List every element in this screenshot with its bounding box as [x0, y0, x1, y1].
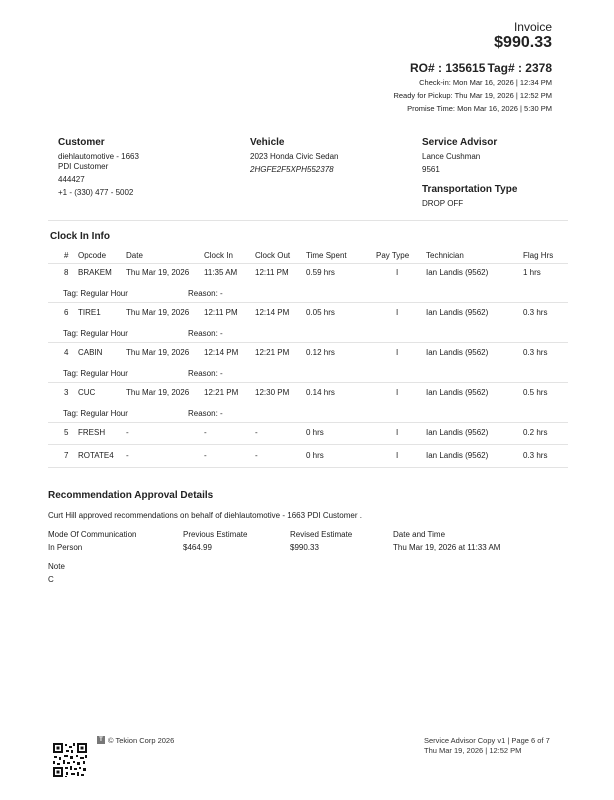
- vehicle-vin: 2HGFE2F5XPH552378: [250, 165, 334, 174]
- customer-id: 444427: [58, 175, 85, 184]
- col-date: Date: [126, 251, 143, 260]
- row-date: Thu Mar 19, 2026: [126, 268, 190, 277]
- row-time-spent: 0 hrs: [306, 451, 324, 460]
- row-clock-in: 12:14 PM: [204, 348, 239, 357]
- col-technician: Technician: [426, 251, 464, 260]
- mode-value: In Person: [48, 543, 83, 552]
- customer-heading: Customer: [58, 137, 105, 148]
- col-num: #: [64, 251, 69, 260]
- revised-estimate-label: Revised Estimate: [290, 530, 353, 539]
- date-time-value: Thu Mar 19, 2026 at 11:33 AM: [393, 543, 501, 552]
- row-flag-hrs: 0.2 hrs: [523, 428, 548, 437]
- mode-label: Mode Of Communication: [48, 530, 137, 539]
- recommendation-statement: Curt Hill approved recommendations on behalf of diehlautomotive - 1663 PDI Customer .: [48, 511, 362, 520]
- row-time-spent: 0 hrs: [306, 428, 324, 437]
- row-date: -: [126, 428, 129, 437]
- transport-value: DROP OFF: [422, 199, 464, 208]
- col-pay-type: Pay Type: [376, 251, 410, 260]
- row-clock-out: -: [255, 451, 258, 460]
- row-pay-type: I: [396, 308, 399, 317]
- revised-estimate-value: $990.33: [290, 543, 319, 552]
- qr-code-icon: [52, 742, 88, 778]
- vehicle-heading: Vehicle: [250, 137, 285, 148]
- invoice-amount: $990.33: [494, 34, 552, 51]
- date-time-label: Date and Time: [393, 530, 446, 539]
- row-technician: Ian Landis (9562): [426, 388, 489, 397]
- row-reason: Reason: -: [188, 369, 223, 378]
- row-clock-in: 12:11 PM: [204, 308, 238, 317]
- row-tag: Tag: Regular Hour: [63, 289, 128, 298]
- row-clock-in: -: [204, 451, 207, 460]
- note-label: Note: [48, 562, 65, 571]
- row-num: 3: [64, 388, 69, 397]
- row-opcode: FRESH: [78, 428, 106, 437]
- ready-time: Ready for Pickup: Thu Mar 19, 2026 | 12:52 PM: [393, 91, 552, 100]
- row-clock-in: 12:21 PM: [204, 388, 239, 397]
- col-clock-out: Clock Out: [255, 251, 291, 260]
- row-flag-hrs: 1 hrs: [523, 268, 541, 277]
- table-row: [48, 427, 568, 451]
- row-num: 6: [64, 308, 69, 317]
- row-date: Thu Mar 19, 2026: [126, 388, 190, 397]
- row-pay-type: I: [396, 428, 399, 437]
- row-opcode: CUC: [78, 388, 96, 397]
- row-technician: Ian Landis (9562): [426, 308, 489, 317]
- table-row: [48, 450, 568, 474]
- row-time-spent: 0.59 hrs: [306, 268, 335, 277]
- ro-number: RO# : 135615: [410, 61, 486, 75]
- row-tag: Tag: Regular Hour: [63, 369, 128, 378]
- row-technician: Ian Landis (9562): [426, 268, 489, 277]
- row-reason: Reason: -: [188, 329, 223, 338]
- customer-name-line1: diehlautomotive - 1663: [58, 152, 139, 161]
- advisor-name: Lance Cushman: [422, 152, 481, 161]
- customer-phone: +1 - (330) 477 - 5002: [58, 188, 134, 197]
- row-tag: Tag: Regular Hour: [63, 409, 128, 418]
- tag-number: Tag# : 2378: [487, 61, 552, 75]
- row-flag-hrs: 0.3 hrs: [523, 348, 548, 357]
- col-clock-in: Clock In: [204, 251, 233, 260]
- row-pay-type: I: [396, 348, 399, 357]
- row-clock-in: -: [204, 428, 207, 437]
- row-reason: Reason: -: [188, 289, 223, 298]
- row-num: 7: [64, 451, 69, 460]
- row-technician: Ian Landis (9562): [426, 428, 489, 437]
- row-technician: Ian Landis (9562): [426, 451, 489, 460]
- row-date: -: [126, 451, 129, 460]
- promise-time: Promise Time: Mon Mar 16, 2026 | 5:30 PM: [407, 104, 552, 113]
- row-clock-out: -: [255, 428, 258, 437]
- copyright: © Tekion Corp 2026: [108, 736, 175, 745]
- row-date: Thu Mar 19, 2026: [126, 308, 190, 317]
- row-opcode: BRAKEM: [78, 268, 112, 277]
- row-num: 4: [64, 348, 69, 357]
- row-technician: Ian Landis (9562): [426, 348, 489, 357]
- row-pay-type: I: [396, 268, 399, 277]
- row-time-spent: 0.12 hrs: [306, 348, 335, 357]
- row-opcode: TIRE1: [78, 308, 101, 317]
- row-num: 8: [64, 268, 69, 277]
- tekion-logo-icon: T: [97, 736, 105, 744]
- customer-name-line2: PDI Customer: [58, 162, 109, 171]
- row-opcode: ROTATE4: [78, 451, 114, 460]
- row-flag-hrs: 0.3 hrs: [523, 451, 548, 460]
- row-reason: Reason: -: [188, 409, 223, 418]
- row-tag: Tag: Regular Hour: [63, 329, 128, 338]
- row-flag-hrs: 0.3 hrs: [523, 308, 548, 317]
- row-time-spent: 0.05 hrs: [306, 308, 335, 317]
- recommendation-heading: Recommendation Approval Details: [48, 490, 214, 501]
- previous-estimate-label: Previous Estimate: [183, 530, 248, 539]
- divider: [48, 467, 568, 468]
- divider: [48, 302, 568, 303]
- divider: [48, 263, 568, 264]
- advisor-heading: Service Advisor: [422, 137, 498, 148]
- row-clock-in: 11:35 AM: [204, 268, 238, 277]
- checkin-time: Check-in: Mon Mar 16, 2026 | 12:34 PM: [419, 78, 552, 87]
- divider: [48, 220, 568, 221]
- vehicle-model: 2023 Honda Civic Sedan: [250, 152, 339, 161]
- row-clock-out: 12:14 PM: [255, 308, 290, 317]
- col-time-spent: Time Spent: [306, 251, 347, 260]
- divider: [48, 444, 568, 445]
- row-clock-out: 12:30 PM: [255, 388, 290, 397]
- row-clock-out: 12:11 PM: [255, 268, 289, 277]
- previous-estimate-value: $464.99: [183, 543, 212, 552]
- row-date: Thu Mar 19, 2026: [126, 348, 190, 357]
- transport-heading: Transportation Type: [422, 184, 518, 195]
- row-clock-out: 12:21 PM: [255, 348, 290, 357]
- row-pay-type: I: [396, 388, 399, 397]
- printed-time: Thu Mar 19, 2026 | 12:52 PM: [424, 746, 522, 755]
- copy-info: Service Advisor Copy v1 | Page 6 of 7: [424, 736, 550, 745]
- note-value: C: [48, 575, 54, 584]
- divider: [48, 382, 568, 383]
- advisor-number: 9561: [422, 165, 440, 174]
- row-flag-hrs: 0.5 hrs: [523, 388, 548, 397]
- col-opcode: Opcode: [78, 251, 107, 260]
- row-num: 5: [64, 428, 69, 437]
- clock-heading: Clock In Info: [50, 231, 110, 242]
- row-pay-type: I: [396, 451, 399, 460]
- divider: [48, 342, 568, 343]
- invoice-label: Invoice: [513, 20, 552, 34]
- divider: [48, 422, 568, 423]
- row-time-spent: 0.14 hrs: [306, 388, 335, 397]
- col-flag-hrs: Flag Hrs: [523, 251, 554, 260]
- row-opcode: CABIN: [78, 348, 103, 357]
